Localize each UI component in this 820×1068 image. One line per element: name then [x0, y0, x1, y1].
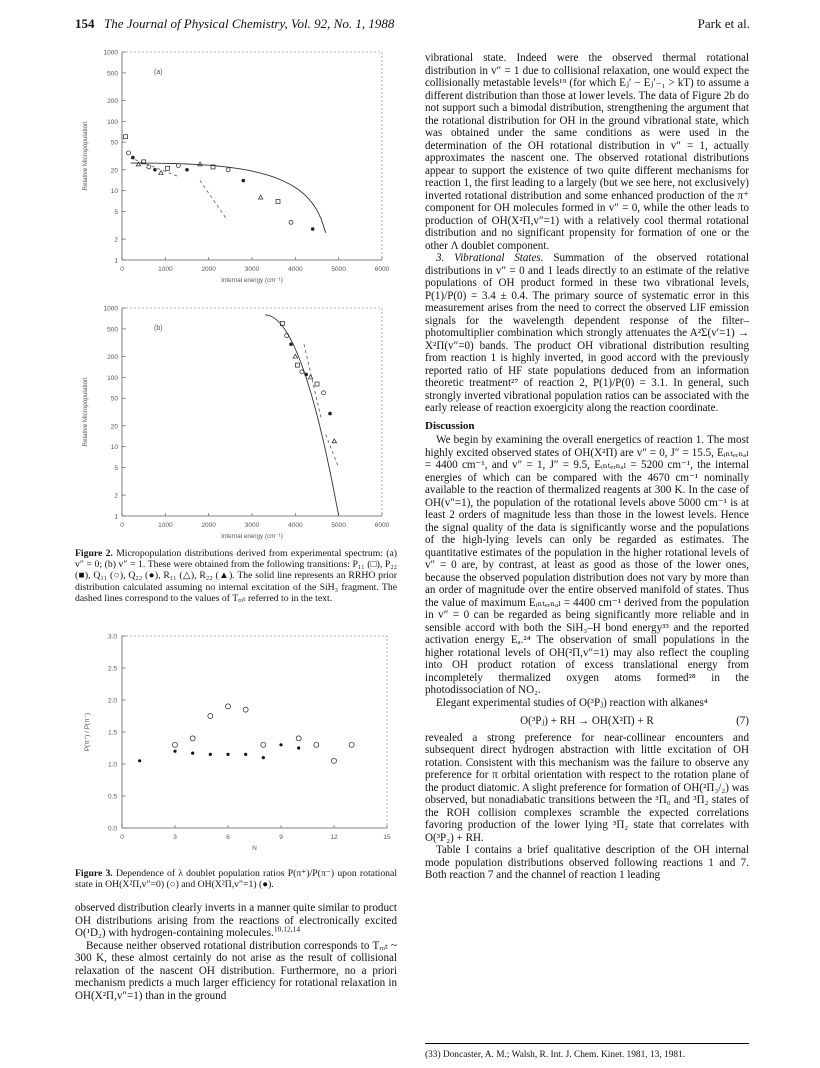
figure-2-caption-label: Figure 2. [75, 548, 113, 559]
right-paragraph-6: Table I contains a brief qualitative description of the OH internal mode population distributions observed following reactions 1 and 7. Both reaction 7 and the channel of reaction 1 leading [425, 844, 749, 881]
figure-2a-plot [75, 44, 400, 292]
x-tick-label: 3000 [244, 522, 260, 529]
y-tick-label: 100 [107, 374, 118, 382]
left-paragraph-1-ref: 10,12,14 [273, 924, 301, 934]
page-header [0, 16, 820, 36]
journal-title: The Journal of Physical Chemistry, Vol. 92, No. 1, 1988 [104, 16, 395, 31]
x-tick-label: 3000 [244, 266, 260, 273]
panel-label: (b) [154, 325, 163, 332]
y-tick-label: 1.0 [107, 761, 117, 769]
right-paragraph-3: We begin by examining the overall energetics of reaction 1. The most highly excited observed states of OH(X²Π) are v″ = 0, J″ = 15.5, Eᵢₙₜₑᵣₙₐₗ = 4400 cm⁻¹, and v″ = 1, J″ = 9.5, Eᵢₙₜₑᵣₙₐₗ = 5200 cm⁻¹, the internal energies of which can be compared with the 4670 cm⁻¹ nominally available to the reaction of thermalized reagents at 300 K. In the case of OH(v″=1), the population of the rotational levels above 5000 cm⁻¹ is at least 2 orders of magnitude less than those in the lowest levels. Hence the signal quality of the data is significantly worse and the populations of the high-lying levels can only be regarded as estimates. The quantitative estimates of the population in the higher rotational levels of v″ = 0 are, by contrast, at least as good as those of the lower ones, because the observed population distribution does not vary by more than an order of magnitude over the entire observed manifold of states. Thus the value of maximum Eᵢₙₜₑᵣₙₐₗ = 4400 cm⁻¹ derived from the population in v″ = 0 can be regarded as being significantly more reliable and in sensible accord with both the SiH₃–H bond energy³³ and the reported activation energy Eₐ.²⁴ The observation of small populations in the higher rotational levels of OH(²Π,v″=1) may also reflect the coupling into OH product rotation of excess translational energy from incompletely thermalized oxygen atoms formed²⁸ in the photodissociation of NO₂. [425, 434, 749, 696]
y-tick-label: 200 [107, 97, 118, 105]
y-tick-label: 100 [107, 118, 118, 126]
y-tick-label: 0.5 [107, 793, 117, 801]
y-tick-label: 500 [107, 70, 118, 78]
data-point-v1 [191, 752, 194, 755]
right-paragraph-1: vibrational state. Indeed were the observed thermal rotational distribution in v″ = 1 due to collisional relaxation, one would expect the collisionally metastable levels¹⁹ (for which Eⱼ′ − Eⱼ′₋₁ > kT) to assume a different distribution than those at lower levels. The data of Figure 2b do not support such a bimodal distribution, strengthening the argument that the rotational distribution for OH in the ground vibrational state, which was obtained under the same conditions as were used in the determination of the OH rotational distribution in v″ = 1, actually approximates the nascent one. The observed rotational distributions appear to support the existence of two quite different mechanisms for reaction 1, the first leading to a largely (but we see here, not exclusively) inverted rotational distribution and some enhanced production of the π⁺ component for OH molecules formed in v″ = 0, while the other leads to production of OH(X²Π,v″=1) with a relatively cool thermal rotational distribution and no significant propensity for formation of one or the other Λ doublet component. [425, 52, 749, 252]
data-point-v1 [226, 753, 229, 756]
data-point-v0 [173, 742, 178, 747]
data-point [226, 168, 230, 172]
x-tick-label: 1000 [158, 522, 173, 529]
data-point [147, 165, 151, 169]
x-tick-label: 15 [383, 834, 391, 841]
data-point-v0 [349, 742, 354, 747]
y-tick-label: 5 [114, 465, 118, 473]
data-point [131, 156, 135, 160]
x-tick-label: 4000 [288, 522, 303, 529]
left-paragraph-2: Because neither observed rotational distribution corresponds to Tᵣₒₜ ~ 300 K, these almost certainly do not arise as the result of collisional relaxation of the nascent OH distribution. Furthermore, no a priori mechanism predicts a much larger efficiency for rotational relaxation in OH(X²Π,v″=1) than in the ground [75, 939, 397, 1002]
y-tick-label: 0.0 [107, 825, 117, 833]
y-tick-label: 1.5 [107, 729, 117, 737]
left-paragraph-1: observed distribution clearly inverts in a manner quite similar to product OH distributions arising from the reactions of electronically excited O(¹D₂) with hydrogen-containing molecules. [75, 902, 397, 939]
x-tick-label: 4000 [288, 266, 303, 273]
x-tick-label: 2000 [201, 522, 216, 529]
y-tick-label: 20 [110, 423, 118, 431]
y-tick-label: 10 [110, 188, 118, 196]
y-tick-label: 50 [110, 395, 118, 403]
right-paragraph-5: revealed a strong preference for near-collinear encounters and subsequent direct hydrogen abstraction with little excitation of OH rotation. Consistent with this mechanism was the failure to observe any preference for π orbital orientation with respect to the rotation plane of the product diatomic. A slight preference for formation of OH(²Π₃/₂) was observed, but nonadiabatic transitions between the ³Π₀ and ³Π₂ states of the ROH collision complexes scramble the expected correlations favoring production of the lower lying ³Π₂ state that correlates with O(³P₂) + RH. [425, 731, 749, 844]
section-vibrational-states: 3. Vibrational States. [436, 252, 544, 264]
data-point-v1 [209, 753, 212, 756]
plot-frame [122, 636, 387, 828]
y-tick-label: 20 [110, 167, 118, 175]
data-point [242, 179, 246, 183]
data-point [123, 135, 127, 139]
equation-7 [425, 715, 749, 728]
figure-2-caption [75, 548, 397, 604]
y-tick-label: 2 [114, 492, 118, 500]
dashed-trot-line [200, 181, 226, 219]
data-point-v0 [190, 736, 195, 741]
figure-2b-plot [75, 300, 400, 548]
figure-3-caption [75, 868, 397, 890]
panel-label: (a) [154, 69, 163, 76]
y-tick-label: 5 [114, 209, 118, 217]
y-tick-label: 1000 [103, 305, 118, 313]
data-point [332, 439, 336, 443]
page-number: 154 [75, 16, 95, 31]
data-point-v1 [297, 746, 300, 749]
data-point [289, 342, 293, 346]
y-tick-label: 1000 [103, 49, 118, 57]
x-tick-label: 0 [120, 522, 124, 529]
figure-3-caption-text: Dependence of λ doublet population ratios P(π⁺)/P(π⁻) upon rotational state in OH(X²Π,v″=0) (○) and OH(X²Π,v″=1) (●). [75, 868, 398, 891]
dashed-trot-line [304, 344, 321, 419]
data-point-v1 [279, 743, 282, 746]
x-tick-label: 5000 [331, 266, 346, 273]
x-tick-label: 9 [279, 834, 283, 841]
y-axis-title: Relative Micropopulation [82, 121, 89, 191]
y-axis-title: Relative Micropopulation [82, 377, 89, 447]
y-tick-label: 200 [107, 353, 118, 361]
right-column-text [425, 52, 749, 882]
rrho-prior-curve [265, 315, 339, 516]
x-axis-title: Internal energy (cm⁻¹) [221, 533, 283, 540]
x-tick-label: 3 [173, 834, 177, 841]
data-point [276, 199, 280, 203]
figure-2b [75, 300, 400, 553]
footnote-reference-33: (33) Doncaster, A. M.; Walsh, R. Int. J. Chem. Kinet. 1981, 13, 1981. [425, 1043, 749, 1060]
y-tick-label: 10 [110, 444, 118, 452]
data-point [311, 227, 315, 231]
x-tick-label: 6 [226, 834, 230, 841]
equation-text: O(³Pⱼ) + RH → OH(X²Π) + R [520, 715, 654, 727]
data-point [185, 168, 189, 172]
data-point [315, 382, 319, 386]
left-column-text [75, 902, 397, 1002]
x-tick-label: 5000 [331, 522, 346, 529]
equation-number: (7) [736, 715, 749, 727]
data-point [296, 363, 300, 367]
data-point [198, 162, 202, 166]
data-point [176, 164, 180, 168]
data-point-v0 [226, 704, 231, 709]
plot-frame [122, 52, 382, 260]
data-point-v0 [243, 707, 248, 712]
x-tick-label: 0 [120, 266, 124, 273]
data-point-v0 [208, 714, 213, 719]
data-point [308, 375, 312, 379]
data-point-v1 [138, 759, 141, 762]
figure-3 [75, 628, 400, 865]
figure-2a [75, 44, 400, 297]
data-point [258, 195, 262, 199]
data-point [127, 151, 131, 155]
x-axis-title: N [252, 845, 257, 852]
y-tick-label: 500 [107, 326, 118, 334]
data-point [293, 354, 297, 358]
right-paragraph-2: Summation of the observed rotational distributions in v″ = 0 and 1 leads directly to an estimate of the relative populations of OH product formed in these two vibrational levels, P(1)/P(0) = 3.4 ± 0.4. The primary source of systematic error in this measurement arises from the need to correct the observed LIF emission signals for the wavelength dependent response of the filter–photomultiplier combination which strongly attenuates the A²Σ(v′=1) → X²Π(v″=0) bands. The product OH vibrational distribution resulting from reaction 1 is highly inverted, in good accord with the previously reported ratio of HF state populations deduced from an information theoretic treatment²⁷ of reaction 2, P(1)/P(0) = 3.1. In general, such strongly inverted vibrational population ratios can be associated with the early release of reaction exoergicity along the reaction coordinate. [425, 252, 749, 414]
data-point-v0 [296, 736, 301, 741]
rrho-prior-curve [131, 163, 326, 233]
plot-frame [122, 308, 382, 516]
figure-2-caption-text: Micropopulation distributions derived from experimental spectrum: (a) v″ = 0; (b) v″ = 1. These were obtained from the following transitions: P₁₁ (□), P₂₂ (■), Q₁₁ (○), Q₂₂ (●), R₁₁ (△), R₂₂ (▲). The solid line represents an RRHO prior distribution calculated assuming no internal excitation of the SiH₃ fragment. The dashed lines correspond to the values of Tᵣₒₜ referred to in the text. [75, 548, 398, 604]
right-paragraph-4: Elegant experimental studies of O(³Pⱼ) reaction with alkanes⁴ [436, 696, 708, 709]
y-tick-label: 1 [114, 257, 118, 265]
x-tick-label: 1000 [158, 266, 173, 273]
y-tick-label: 1 [114, 513, 118, 521]
y-tick-label: 3.0 [107, 633, 117, 641]
data-point [159, 171, 163, 175]
figure-3-caption-label: Figure 3. [75, 868, 113, 879]
y-tick-label: 50 [110, 139, 118, 147]
x-tick-label: 0 [120, 834, 124, 841]
data-point [289, 220, 293, 224]
y-axis-title: P(π⁺) / P(π⁻) [84, 712, 91, 752]
data-point [153, 168, 157, 172]
dashed-trot-line [326, 434, 339, 467]
x-tick-label: 2000 [201, 266, 216, 273]
data-point-v1 [173, 750, 176, 753]
data-point-v0 [332, 758, 337, 763]
x-tick-label: 6000 [374, 266, 390, 273]
data-point [322, 391, 326, 395]
data-point [166, 166, 170, 170]
running-authors: Park et al. [697, 16, 750, 31]
x-axis-title: Internal energy (cm⁻¹) [221, 277, 283, 284]
discussion-heading: Discussion [425, 419, 475, 432]
y-tick-label: 2.5 [107, 665, 117, 673]
data-point-v0 [314, 742, 319, 747]
data-point [304, 373, 308, 377]
y-tick-label: 2 [114, 236, 118, 244]
data-point [300, 370, 304, 374]
data-point-v1 [262, 756, 265, 759]
figure-3-plot [75, 628, 400, 860]
y-tick-label: 2.0 [107, 697, 117, 705]
data-point [328, 412, 332, 416]
data-point-v0 [261, 742, 266, 747]
x-tick-label: 6000 [374, 522, 390, 529]
data-point [136, 162, 140, 166]
x-tick-label: 12 [330, 834, 338, 841]
data-point-v1 [244, 753, 247, 756]
